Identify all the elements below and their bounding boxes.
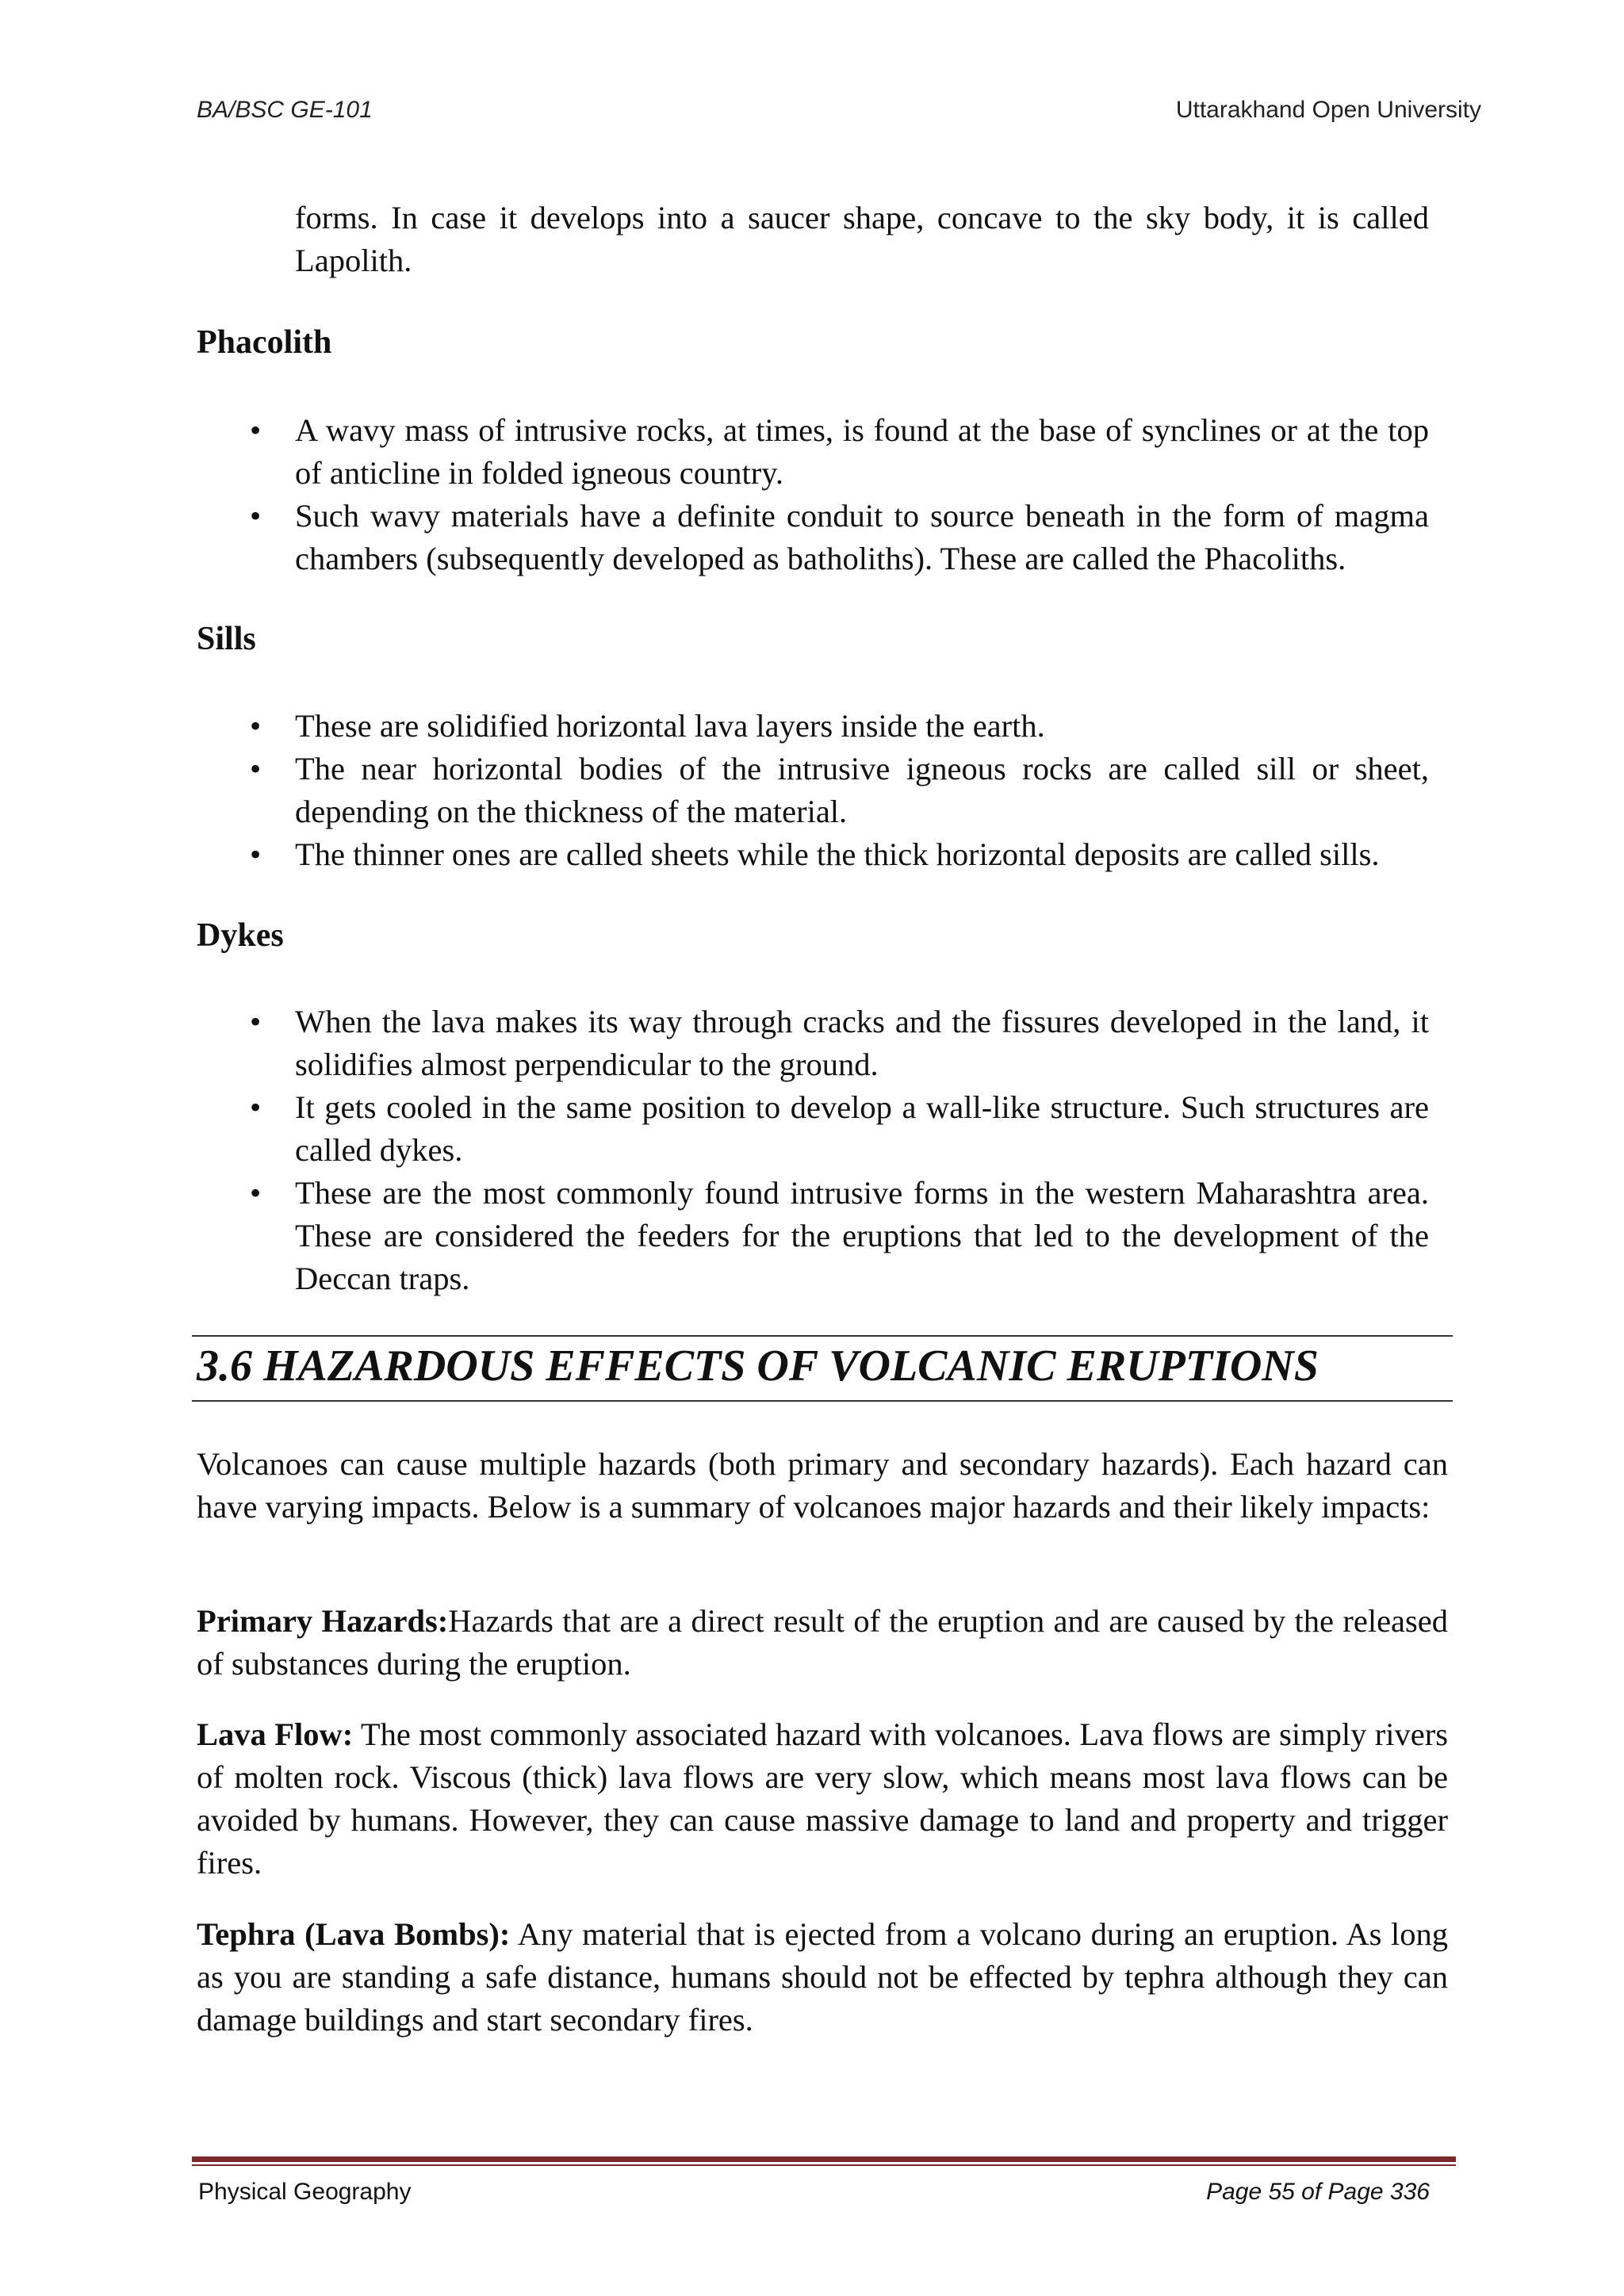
sills-bullet-list bbox=[250, 705, 1429, 876]
bullet-icon: • bbox=[250, 412, 262, 448]
list-item bbox=[250, 833, 1429, 876]
list-item bbox=[250, 705, 1429, 748]
list-item-text: It gets cooled in the same position to develop a wall-like structure. Such structures are called dykes. bbox=[295, 1089, 1429, 1168]
heading-dykes: Dykes bbox=[197, 917, 284, 954]
footer-page-number: Page 55 of Page 336 bbox=[1206, 2179, 1430, 2205]
hazards-intro-paragraph: Volcanoes can cause multiple hazards (both primary and secondary hazards). Each hazard can have varying impacts. Below is a summary of volcanoes major hazards and their likely impacts: bbox=[197, 1446, 1448, 1525]
bullet-icon: • bbox=[250, 1004, 262, 1039]
tephra-paragraph bbox=[197, 1913, 1448, 2042]
list-item bbox=[250, 1172, 1429, 1300]
section-title: 3.6 HAZARDOUS EFFECTS OF VOLCANIC ERUPTIONS bbox=[197, 1341, 1319, 1391]
list-item-text: The thinner ones are called sheets while the thick horizontal deposits are called sills. bbox=[295, 836, 1380, 872]
list-item bbox=[250, 409, 1429, 495]
footer-subject: Physical Geography bbox=[198, 2179, 412, 2205]
dykes-bullet-list bbox=[250, 1001, 1429, 1300]
lava-flow-paragraph bbox=[197, 1713, 1448, 1885]
list-item-text: Such wavy materials have a definite conduit to source beneath in the form of magma chambers (subsequently developed as batholiths). These are called the Phacoliths. bbox=[295, 498, 1429, 576]
list-item-text: These are the most commonly found intrusive forms in the western Maharashtra area. These are considered the feeders for the eruptions that led to the development of the Deccan traps. bbox=[295, 1175, 1429, 1296]
header-university: Uttarakhand Open University bbox=[1175, 97, 1481, 123]
heading-sills: Sills bbox=[197, 621, 256, 657]
tephra-text: Any material that is ejected from a volcano during an eruption. As long as you are standing a safe distance, humans should not be effected by tephra although they can damage buildings and start secondary fires. bbox=[197, 1916, 1448, 2038]
bullet-icon: • bbox=[250, 751, 262, 786]
list-item bbox=[250, 1086, 1429, 1172]
intro-continuation: forms. In case it develops into a saucer shape, concave to the sky body, it is called Lapolith. bbox=[295, 200, 1429, 278]
list-item-text: A wavy mass of intrusive rocks, at times, is found at the base of synclines or at the top of anticline in folded igneous country. bbox=[295, 412, 1429, 491]
tephra-label: Tephra (Lava Bombs): bbox=[197, 1916, 511, 1952]
bullet-icon: • bbox=[250, 1089, 262, 1125]
bullet-icon: • bbox=[250, 708, 262, 744]
list-item bbox=[250, 748, 1429, 833]
section-top-rule bbox=[192, 1335, 1453, 1337]
primary-hazards-text: Hazards that are a direct result of the eruption and are caused by the released of substances during the eruption. bbox=[197, 1603, 1449, 1682]
primary-hazards-label: Primary Hazards: bbox=[197, 1603, 449, 1639]
lava-flow-text: The most commonly associated hazard with volcanoes. Lava flows are simply rivers of molten rock. Viscous (thick) lava flows are very slow, which means most lava flows can be avoided by humans. However, they can cause massive damage to land and property and trigger fires. bbox=[197, 1716, 1448, 1881]
list-item bbox=[250, 1001, 1429, 1086]
section-bottom-rule bbox=[192, 1400, 1453, 1402]
header-course-code: BA/BSC GE-101 bbox=[197, 97, 373, 123]
list-item-text: These are solidified horizontal lava layers inside the earth. bbox=[295, 708, 1045, 744]
list-item-text: When the lava makes its way through cracks and the fissures developed in the land, it solidifies almost perpendicular to the ground. bbox=[295, 1004, 1429, 1082]
list-item-text: The near horizontal bodies of the intrusive igneous rocks are called sill or sheet, depending on the thickness of the material. bbox=[295, 751, 1429, 829]
bullet-icon: • bbox=[250, 836, 262, 872]
phacolith-bullet-list bbox=[250, 409, 1429, 580]
footer-rule-thick bbox=[192, 2156, 1456, 2162]
primary-hazards-paragraph bbox=[197, 1600, 1448, 1686]
bullet-icon: • bbox=[250, 1175, 262, 1211]
lava-flow-label: Lava Flow: bbox=[197, 1716, 354, 1752]
footer-rule-thin bbox=[192, 2164, 1456, 2166]
list-item bbox=[250, 495, 1429, 580]
bullet-icon: • bbox=[250, 498, 262, 534]
heading-phacolith: Phacolith bbox=[197, 324, 332, 361]
